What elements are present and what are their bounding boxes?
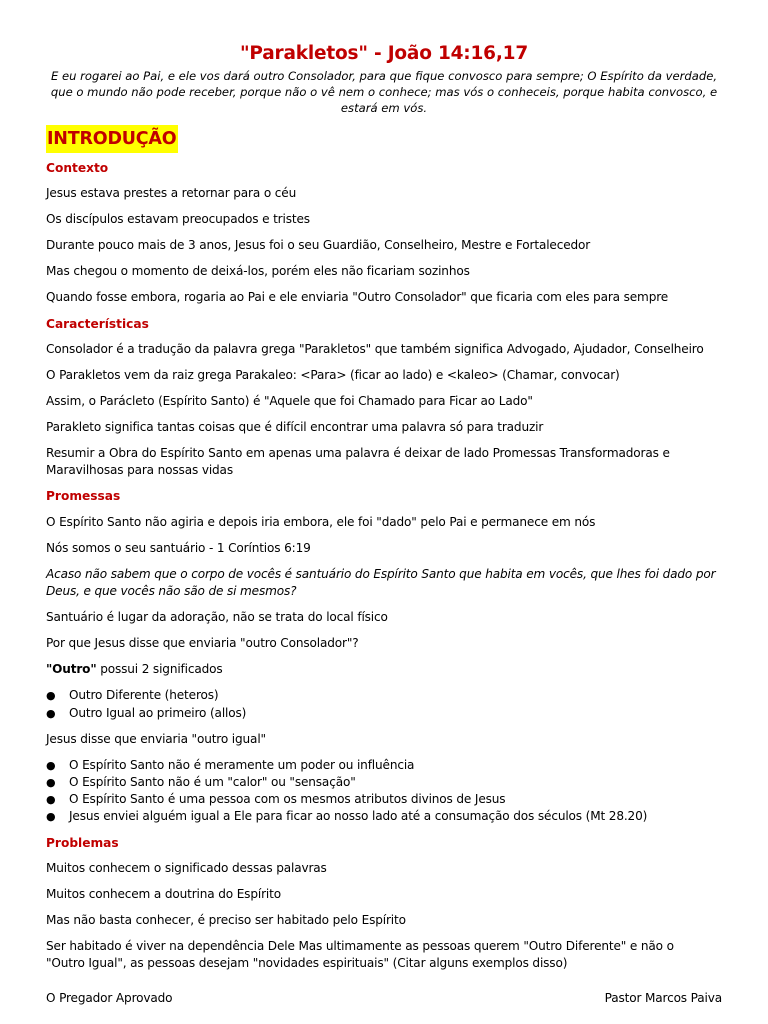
list-item-text: Jesus enviei alguém igual a Ele para ficar ao nosso lado até a consumação dos séculos (Mt 28.20): [69, 809, 648, 823]
bullet-icon: ●: [46, 810, 56, 823]
contexto-line: Mas chegou o momento de deixá-los, porém eles não ficariam sozinhos: [46, 264, 470, 278]
promessas-line: Por que Jesus disse que enviaria "outro Consolador"?: [46, 636, 359, 650]
problemas-line: Ser habitado é viver na dependência Dele Mas ultimamente as pessoas querem "Outro Diferente" e não o "Outro Igual", as pessoas desejam "novidades espirituais" (Citar alguns exemplos disso): [46, 939, 674, 970]
intro-heading-wrap: [46, 125, 178, 153]
outro-line: [46, 661, 726, 678]
contexto-line: Quando fosse embora, rogaria ao Pai e ele enviaria "Outro Consolador" que ficaria com eles para sempre: [46, 290, 669, 304]
problemas-line: Mas não basta conhecer, é preciso ser habitado pelo Espírito: [46, 913, 406, 927]
promessas-line: Nós somos o seu santuário - 1 Coríntios 6:19: [46, 541, 311, 555]
promessas-quote: Acaso não sabem que o corpo de vocês é santuário do Espírito Santo que habita em vocês, que lhes foi dado por Deus, e que vocês não são de si mesmos?: [46, 567, 716, 598]
problemas-line: Muitos conhecem o significado dessas palavras: [46, 861, 327, 875]
problemas-line: Muitos conhecem a doutrina do Espírito: [46, 887, 281, 901]
caracteristicas-line: O Parakletos vem da raiz grega Parakaleo: <Para> (ficar ao lado) e <kaleo> (Chamar, convocar): [46, 368, 620, 382]
bullet-icon: ●: [46, 793, 56, 806]
contexto-line: Durante pouco mais de 3 anos, Jesus foi o seu Guardião, Conselheiro, Mestre e Fortalecedor: [46, 238, 591, 252]
contexto-line: Jesus estava prestes a retornar para o céu: [46, 186, 297, 200]
caracteristicas-line: Assim, o Parácleto (Espírito Santo) é "Aquele que foi Chamado para Ficar ao Lado": [46, 394, 533, 408]
section-heading-problemas: Problemas: [46, 836, 119, 850]
list-item-text: O Espírito Santo não é meramente um poder ou influência: [69, 758, 415, 772]
footer-left: O Pregador Aprovado: [46, 991, 173, 1005]
list-item-text: O Espírito Santo não é um "calor" ou "sensação": [69, 775, 356, 789]
bullet-icon: ●: [46, 776, 56, 789]
section-heading-caracteristicas: Características: [46, 317, 149, 331]
bullet-icon: ●: [46, 759, 56, 772]
igual-line: Jesus disse que enviaria "outro igual": [46, 732, 266, 746]
caracteristicas-line: Consolador é a tradução da palavra grega "Parakletos" que também significa Advogado, Ajudador, Conselheiro: [46, 342, 704, 356]
page-title: "Parakletos" - João 14:16,17: [239, 43, 529, 64]
list-item-text: O Espírito Santo é uma pessoa com os mesmos atributos divinos de Jesus: [69, 792, 506, 806]
section-heading-promessas: Promessas: [46, 489, 121, 503]
caracteristicas-line: Parakleto significa tantas coisas que é difícil encontrar uma palavra só para traduzir: [46, 420, 544, 434]
outro-rest: possui 2 significados: [96, 662, 223, 676]
bullet-icon: ●: [46, 707, 56, 720]
promessas-line: Santuário é lugar da adoração, não se trata do local físico: [46, 610, 388, 624]
contexto-line: Os discípulos estavam preocupados e tristes: [46, 212, 310, 226]
bullet-icon: ●: [46, 689, 56, 702]
verse-quote: E eu rogarei ao Pai, e ele vos dará outro Consolador, para que fique convosco para sempre; O Espírito da verdade, que o mundo não pode receber, porque não o vê nem o conhece; mas vós o conheceis, porque habita convosco, e estará em vós.: [50, 69, 718, 115]
intro-heading: INTRODUÇÃO: [46, 125, 178, 153]
section-heading-contexto: Contexto: [46, 161, 109, 175]
outro-bold: "Outro": [46, 662, 97, 676]
caracteristicas-line: Resumir a Obra do Espírito Santo em apenas uma palavra é deixar de lado Promessas Transformadoras e Maravilhosas para nossas vidas: [46, 446, 670, 477]
list-item-text: Outro Igual ao primeiro (allos): [69, 706, 247, 720]
promessas-line: O Espírito Santo não agiria e depois iria embora, ele foi "dado" pelo Pai e permanece em nós: [46, 515, 596, 529]
footer-right: Pastor Marcos Paiva: [604, 991, 722, 1005]
list-item-text: Outro Diferente (heteros): [69, 688, 219, 702]
